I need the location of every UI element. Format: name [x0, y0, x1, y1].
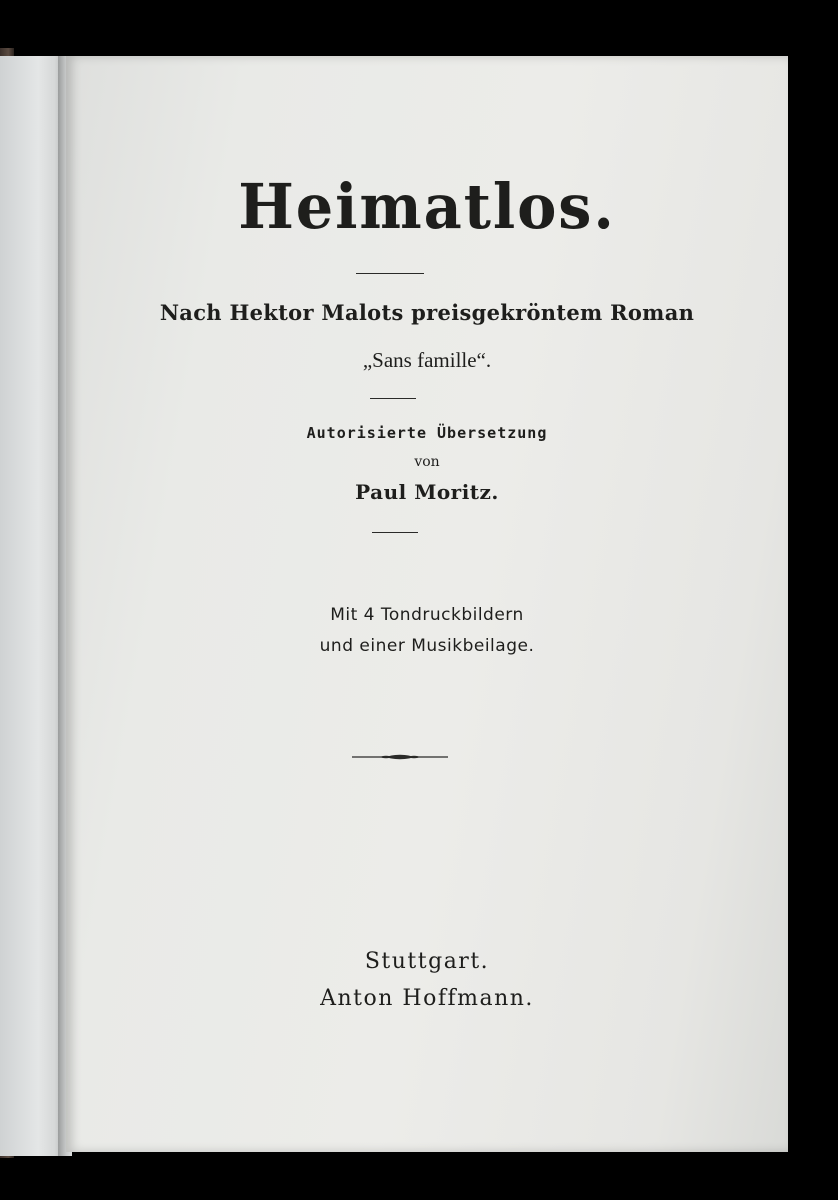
translator-name: Paul Moritz. [355, 480, 499, 504]
subtitle-line: Nach Hektor Malots preisgekröntem Roman [159, 300, 695, 325]
divider-rule-2 [370, 398, 416, 399]
translation-note: Autorisierte Übersetzung [306, 424, 548, 442]
ornament-rule [352, 753, 448, 761]
divider-rule-3 [372, 532, 418, 533]
publication-city: Stuttgart. [364, 949, 490, 974]
publisher-name: Anton Hoffmann. [320, 986, 534, 1011]
by-word: von [414, 454, 440, 470]
illustrations-line-1: Mit 4 Tondruckbildern [330, 605, 524, 625]
book-title: Heimatlos. [238, 170, 616, 243]
title-page [66, 56, 788, 1152]
illustrations-line-2: und einer Musikbeilage. [319, 636, 535, 656]
divider-rule-1 [356, 273, 424, 274]
flyleaf-page [0, 56, 65, 1156]
original-title: „Sans famille“. [362, 348, 492, 372]
